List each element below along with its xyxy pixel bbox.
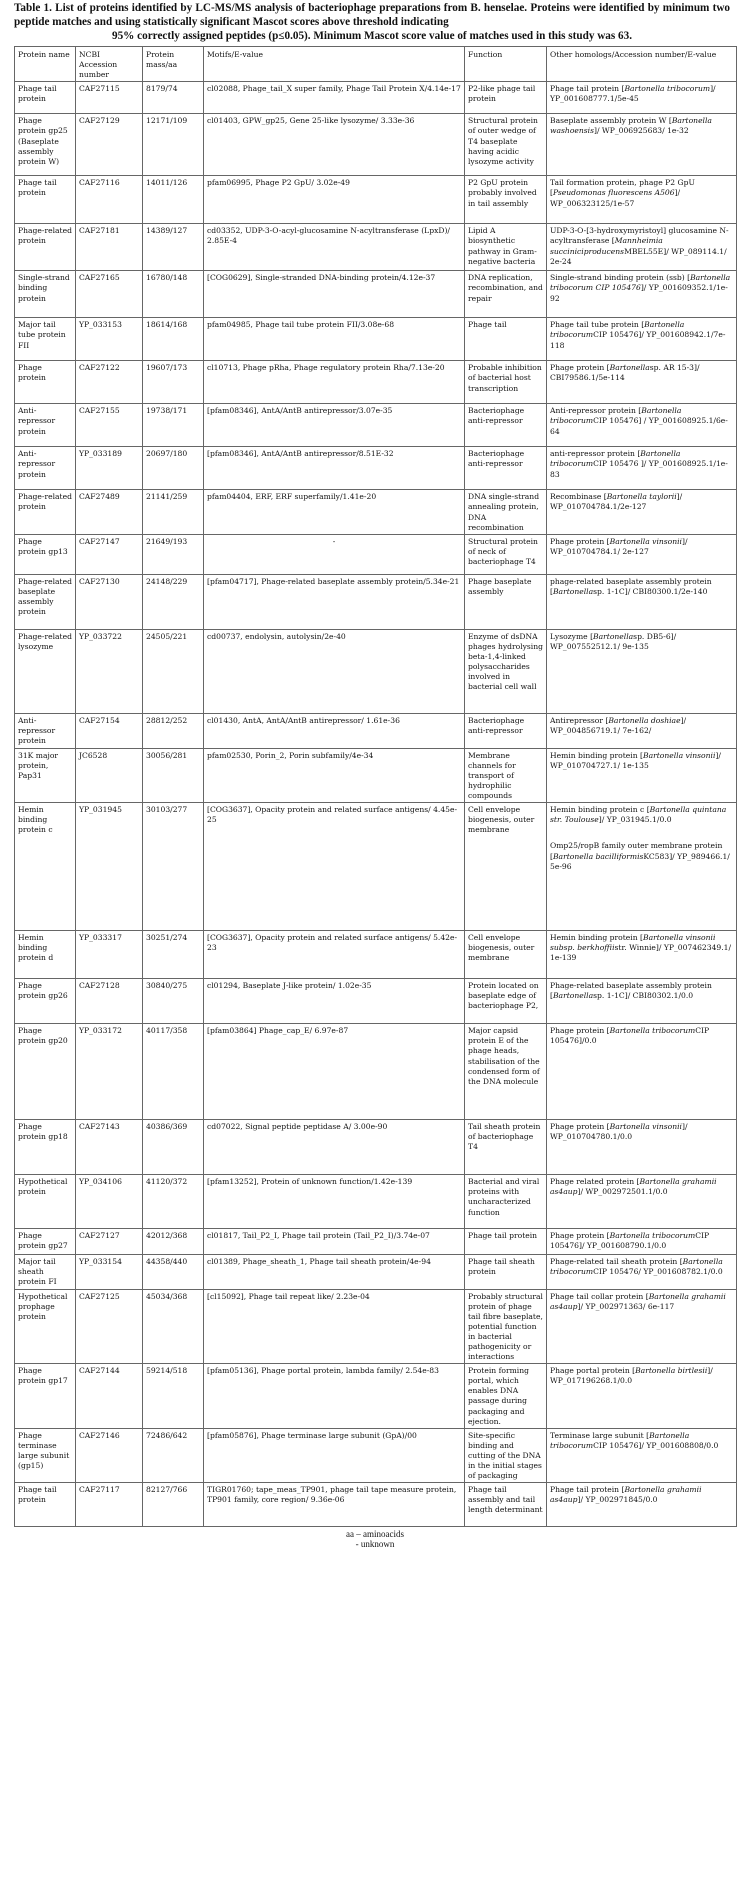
homolog-part: Bartonella taylorii — [606, 492, 677, 502]
homolog-part: CIP 105476/ YP_001608782.1/0.0 — [593, 1267, 723, 1277]
homolog-part: Bartonella bacilliformis — [552, 851, 644, 861]
homolog-part: ]/ WP_002972501.1/0.0 — [577, 1187, 668, 1197]
cell-function: DNA replication, recombination, and repair — [465, 271, 547, 318]
cell-mass: 30056/281 — [143, 748, 204, 802]
homolog-part: Phage protein [ — [550, 1231, 610, 1241]
cell-mass: 8179/74 — [143, 82, 204, 114]
cell-accession: CAF27125 — [76, 1289, 143, 1364]
homolog-part: ]/ YP_002971363/ 6e-117 — [577, 1301, 675, 1311]
cell-function: Bacterial and viral proteins with uncharacterized function — [465, 1175, 547, 1229]
cell-function: Lipid A biosynthetic pathway in Gram-negative bacteria — [465, 224, 547, 271]
homolog-part: Phage related protein [ — [550, 1177, 640, 1187]
table-row — [15, 1255, 737, 1289]
table-row — [15, 931, 737, 979]
cell-mass: 42012/368 — [143, 1229, 204, 1255]
homolog-part: Hemin binding protein [ — [550, 750, 643, 760]
homolog-part: Baseplate assembly protein W [ — [550, 116, 672, 126]
cell-function: Enzyme of dsDNA phages hydrolysing beta-1,4-linked polysaccharides involved in bacterial cell wall — [465, 629, 547, 713]
cell-mass: 59214/518 — [143, 1364, 204, 1429]
cell-mass: 40117/358 — [143, 1024, 204, 1120]
homolog-part: Tail formation protein, phage P2 GpU [ — [550, 178, 695, 198]
cell-accession: CAF27143 — [76, 1120, 143, 1175]
table-row — [15, 176, 737, 224]
cell-accession: CAF27146 — [76, 1428, 143, 1482]
homolog-part: ]/ WP_004856719.1/ 7e-162/ — [550, 715, 687, 735]
homolog-part: CIP 105476]/ YP_001608808/0.0 — [593, 1440, 719, 1450]
homolog-part: CIP 105476]/0.0 — [550, 1026, 710, 1046]
homolog-part: Bartonella tribocorum — [609, 1231, 696, 1241]
cell-motif: [pfam05136], Phage portal protein, lambda family/ 2.54e-83 — [204, 1364, 465, 1429]
cell-protein-name: Phage tail protein — [15, 82, 76, 114]
homolog-part: Bartonella tribocorum — [550, 1257, 723, 1277]
cell-function: DNA single-strand annealing protein, DNA recombination — [465, 490, 547, 534]
homolog-part: Anti-repressor protein [ — [550, 406, 642, 416]
cell-homologs — [547, 1483, 737, 1527]
cell-motif: cl02088, Phage_tail_X super family, Phage Tail Protein X/4.14e-17 — [204, 82, 465, 114]
table-row — [15, 1364, 737, 1429]
cell-homologs — [547, 1229, 737, 1255]
table-footer — [0, 1529, 750, 1549]
cell-motif: - — [204, 534, 465, 574]
cell-mass: 30103/277 — [143, 803, 204, 931]
cell-homologs — [547, 224, 737, 271]
cell-accession: CAF27116 — [76, 176, 143, 224]
header-accession: NCBI Accession number — [76, 47, 143, 82]
table-row — [15, 1428, 737, 1482]
cell-homologs — [547, 318, 737, 361]
cell-mass: 44358/440 — [143, 1255, 204, 1289]
cell-homologs — [547, 713, 737, 748]
cell-accession: CAF27117 — [76, 1483, 143, 1527]
cell-function: Protein located on baseplate edge of bacteriophage P2, — [465, 979, 547, 1024]
table-row — [15, 1289, 737, 1364]
table-row — [15, 1229, 737, 1255]
cell-homologs — [547, 979, 737, 1024]
table-row — [15, 1120, 737, 1175]
cell-accession: CAF27130 — [76, 574, 143, 629]
header-motifs: Motifs/E-value — [204, 47, 465, 82]
cell-protein-name: Major tail sheath protein FI — [15, 1255, 76, 1289]
cell-accession: CAF27147 — [76, 534, 143, 574]
cell-motif: pfam04985, Phage tail tube protein FII/3.08e-68 — [204, 318, 465, 361]
homolog-part: Bartonella doshiae — [608, 715, 681, 725]
homolog-part: Bartonella tribocorum CIP 105476 — [550, 273, 731, 293]
homolog-part: Bartonella vinsonii — [609, 1122, 682, 1132]
cell-function: Phage tail protein — [465, 1229, 547, 1255]
cell-motif: cl01389, Phage_sheath_1, Phage tail sheath protein/4e-94 — [204, 1255, 465, 1289]
homolog-part: str. Winnie]/ YP_007462349.1/ 1e-139 — [550, 943, 732, 963]
homolog-part: Bartonella tribocorum — [550, 406, 682, 426]
homolog-part: Phage-related baseplate assembly protein [ — [550, 981, 712, 1001]
cell-accession: YP_033722 — [76, 629, 143, 713]
cell-accession: YP_033153 — [76, 318, 143, 361]
table-row — [15, 114, 737, 176]
cell-accession: CAF27165 — [76, 271, 143, 318]
homolog-part: Bartonella tribocorum — [550, 449, 681, 469]
cell-protein-name: Phage-related protein — [15, 490, 76, 534]
homolog-part: Phage protein [ — [550, 536, 610, 546]
cell-protein-name: Phage protein gp25 (Baseplate assembly protein W) — [15, 114, 76, 176]
table-body — [15, 82, 737, 1527]
cell-protein-name: Major tail tube protein FII — [15, 318, 76, 361]
cell-protein-name: Hypothetical prophage protein — [15, 1289, 76, 1364]
cell-accession: CAF27129 — [76, 114, 143, 176]
cell-function: P2 GpU protein probably involved in tail assembly — [465, 176, 547, 224]
cell-protein-name: 31K major protein, Pap31 — [15, 748, 76, 802]
cell-mass: 30840/275 — [143, 979, 204, 1024]
cell-mass: 14389/127 — [143, 224, 204, 271]
cell-accession: CAF27115 — [76, 82, 143, 114]
homolog-part: CIP 105476]/ YP_001608942.1/7e-118 — [550, 330, 726, 350]
cell-motif: pfam06995, Phage P2 GpU/ 3.02e-49 — [204, 176, 465, 224]
cell-accession: CAF27489 — [76, 490, 143, 534]
cell-protein-name: Phage-related lysozyme — [15, 629, 76, 713]
cell-protein-name: Phage protein gp20 — [15, 1024, 76, 1120]
homolog-part: phage-related baseplate assembly protein [ — [550, 576, 712, 596]
homolog-part: Bartonella quintana str. Toulouse — [550, 805, 727, 825]
cell-function: Cell envelope biogenesis, outer membrane — [465, 931, 547, 979]
cell-function: Site-specific binding and cutting of the DNA in the initial stages of packaging — [465, 1428, 547, 1482]
homolog-part: Bartonella vinsonii subsp. berkhoffii — [550, 933, 716, 953]
cell-motif: cl10713, Phage pRha, Phage regulatory protein Rha/7.13e-20 — [204, 361, 465, 404]
table-row — [15, 224, 737, 271]
cell-motif: cl01294, Baseplate J-like protein/ 1.02e-35 — [204, 979, 465, 1024]
cell-function: Membrane channels for transport of hydrophilic compounds — [465, 748, 547, 802]
cell-motif: [COG0629], Single-stranded DNA-binding protein/4.12e-37 — [204, 271, 465, 318]
cell-function: Phage baseplate assembly — [465, 574, 547, 629]
homolog-part: ]/ YP_001608777.1/5e-45 — [550, 84, 716, 104]
cell-function: Bacteriophage anti-repressor — [465, 447, 547, 490]
table-row — [15, 803, 737, 931]
footnote-unknown: - unknown — [355, 1539, 395, 1550]
cell-protein-name: Anti-repressor protein — [15, 447, 76, 490]
cell-mass: 41120/372 — [143, 1175, 204, 1229]
header-homologs: Other homologs/Accession number/E-value — [547, 47, 737, 82]
cell-function: Bacteriophage anti-repressor — [465, 404, 547, 447]
cell-function: Bacteriophage anti-repressor — [465, 713, 547, 748]
homolog-part: Bartonella tribocorum — [609, 1026, 696, 1036]
cell-mass: 19607/173 — [143, 361, 204, 404]
homolog-part: Recombinase [ — [550, 492, 607, 502]
cell-function: Major capsid protein E of the phage heads, stabilisation of the condensed form of the DNA molecule — [465, 1024, 547, 1120]
cell-accession: CAF27155 — [76, 404, 143, 447]
homolog-part: ]/ YP_001609352.1/1e-92 — [550, 283, 728, 303]
cell-protein-name: Hemin binding protein c — [15, 803, 76, 931]
cell-motif: [COG3637], Opacity protein and related surface antigens/ 5.42e-23 — [204, 931, 465, 979]
homolog-part: Phage tail protein [ — [550, 84, 625, 94]
homolog-part: Bartonella — [609, 363, 650, 373]
cell-function: Phage tail sheath protein — [465, 1255, 547, 1289]
homolog-part: Pseudomonas fluorescens A506 — [552, 188, 675, 198]
homolog-part: Phage protein [ — [550, 363, 610, 373]
cell-motif: pfam02530, Porin_2, Porin subfamily/4e-34 — [204, 748, 465, 802]
table-caption — [0, 0, 750, 43]
caption-main: Table 1. List of proteins identified by LC-MS/MS analysis of bacteriophage preparations from B. henselae. Proteins were identified by minimum two peptide matches and using statistically significant Mascot scores above threshold indicating — [14, 2, 730, 28]
cell-function: P2-like phage tail protein — [465, 82, 547, 114]
homolog-part: Bartonella grahamii as4aup — [550, 1485, 702, 1505]
table-row — [15, 748, 737, 802]
homolog-part: Mannheimia succiniciproducens — [550, 236, 663, 256]
cell-homologs — [547, 1289, 737, 1364]
cell-protein-name: Phage terminase large subunit (gp15) — [15, 1428, 76, 1482]
cell-motif: [pfam04717], Phage-related baseplate assembly protein/5.34e-21 — [204, 574, 465, 629]
homolog-part: Phage tail protein [ — [550, 1485, 625, 1495]
cell-mass: 82127/766 — [143, 1483, 204, 1527]
cell-motif: pfam04404, ERF, ERF superfamily/1.41e-20 — [204, 490, 465, 534]
cell-accession: YP_033317 — [76, 931, 143, 979]
cell-motif: cd07022, Signal peptide peptidase A/ 3.00e-90 — [204, 1120, 465, 1175]
table-row — [15, 447, 737, 490]
cell-mass: 28812/252 — [143, 713, 204, 748]
homolog-part: ]/ WP_010704784.1/2e-127 — [550, 492, 683, 512]
cell-motif: TIGR01760; tape_meas_TP901, phage tail tape measure protein, TP901 family, core region/ 9.36e-06 — [204, 1483, 465, 1527]
homolog-part: KC583]/ YP_989466.1/ 5e-96 — [550, 851, 730, 871]
cell-homologs — [547, 1024, 737, 1120]
cell-homologs — [547, 176, 737, 224]
homolog-part: sp. 1-1C]/ CBI80302.1/0.0 — [593, 991, 694, 1001]
header-mass: Protein mass/aa — [143, 47, 204, 82]
cell-accession: CAF27181 — [76, 224, 143, 271]
cell-function: Phage tail assembly and tail length determinant — [465, 1483, 547, 1527]
cell-motif: cd03352, UDP-3-O-acyl-glucosamine N-acyltransferase (LpxD)/ 2.85E-4 — [204, 224, 465, 271]
cell-homologs — [547, 361, 737, 404]
cell-homologs — [547, 447, 737, 490]
table-row — [15, 318, 737, 361]
homolog-part: Phage portal protein [ — [550, 1366, 636, 1376]
cell-accession: CAF27122 — [76, 361, 143, 404]
cell-mass: 19738/171 — [143, 404, 204, 447]
cell-function: Protein forming portal, which enables DNA passage during packaging and ejection. — [465, 1364, 547, 1429]
cell-protein-name: Phage-related protein — [15, 224, 76, 271]
cell-homologs — [547, 1428, 737, 1482]
homolog-part: CIP 105476]/ YP_001608790.1/0.0 — [550, 1231, 710, 1251]
cell-motif: cl01403, GPW_gp25, Gene 25-like lysozyme/ 3.33e-36 — [204, 114, 465, 176]
homolog-part: Bartonella — [593, 631, 634, 641]
homolog-part: CIP 105476] / YP_001608925.1/6e-64 — [550, 416, 728, 436]
cell-mass: 20697/180 — [143, 447, 204, 490]
homolog-part: Bartonella tribocorum — [550, 320, 685, 340]
cell-mass: 45034/368 — [143, 1289, 204, 1364]
homolog-part: sp. AR 15-3]/ CBI79586.1/5e-114 — [550, 363, 700, 383]
cell-motif: [COG3637], Opacity protein and related surface antigens/ 4.45e-25 — [204, 803, 465, 931]
cell-function: Phage tail — [465, 318, 547, 361]
cell-motif: [pfam03864] Phage_cap_E/ 6.97e-87 — [204, 1024, 465, 1120]
cell-mass: 30251/274 — [143, 931, 204, 979]
cell-accession: JC6528 — [76, 748, 143, 802]
cell-mass: 72486/642 — [143, 1428, 204, 1482]
table-row — [15, 404, 737, 447]
cell-accession: YP_033154 — [76, 1255, 143, 1289]
cell-motif: cd00737, endolysin, autolysin/2e-40 — [204, 629, 465, 713]
homolog-part: Omp25/ropB family outer membrane protein [ — [550, 841, 723, 861]
table-row — [15, 271, 737, 318]
cell-mass: 40386/369 — [143, 1120, 204, 1175]
cell-homologs — [547, 490, 737, 534]
cell-function: Tail sheath protein of bacteriophage T4 — [465, 1120, 547, 1175]
cell-accession: YP_031945 — [76, 803, 143, 931]
homolog-part: sp. 1-1C]/ CBI80300.1/2e-140 — [593, 586, 708, 596]
cell-mass: 21141/259 — [143, 490, 204, 534]
cell-motif: [pfam08346], AntA/AntB antirepressor/8.51E-32 — [204, 447, 465, 490]
header-function: Function — [465, 47, 547, 82]
table-row — [15, 490, 737, 534]
cell-accession: CAF27128 — [76, 979, 143, 1024]
cell-homologs — [547, 114, 737, 176]
cell-homologs — [547, 629, 737, 713]
cell-accession: CAF27144 — [76, 1364, 143, 1429]
cell-motif: [pfam13252], Protein of unknown function/1.42e-139 — [204, 1175, 465, 1229]
homolog-part: Phage protein [ — [550, 1122, 610, 1132]
cell-homologs — [547, 1175, 737, 1229]
homolog-part: sp. DB5-6]/ WP_007552512.1/ 9e-135 — [550, 631, 677, 651]
cell-protein-name: Single-strand binding protein — [15, 271, 76, 318]
cell-function: Structural protein of outer wedge of T4 baseplate having acidic lysozyme activity — [465, 114, 547, 176]
homolog-part: ]/ WP_010704727.1/ 1e-135 — [550, 750, 721, 770]
homolog-part: Hemin binding protein [ — [550, 933, 643, 943]
homolog-part: Bartonella vinsonii — [643, 750, 716, 760]
cell-homologs — [547, 748, 737, 802]
cell-accession: YP_033172 — [76, 1024, 143, 1120]
homolog-part: ]/ WP_010704784.1/ 2e-127 — [550, 536, 688, 556]
homolog-part: anti-repressor protein [ — [550, 449, 641, 459]
cell-homologs — [547, 1364, 737, 1429]
cell-function: Cell envelope biogenesis, outer membrane — [465, 803, 547, 931]
table-header-row — [15, 47, 737, 82]
cell-protein-name: Phage protein gp27 — [15, 1229, 76, 1255]
caption-last: 95% correctly assigned peptides (p≤0.05). Minimum Mascot score value of matches used in this study was 63. — [111, 29, 633, 42]
homolog-part: Bartonella grahamii as4aup — [550, 1177, 717, 1197]
table-row — [15, 534, 737, 574]
homolog-part: ]/ WP_006323125/1e-57 — [550, 188, 681, 208]
table-row — [15, 1483, 737, 1527]
cell-homologs — [547, 931, 737, 979]
cell-motif: [pfam05876], Phage terminase large subunit (GpA)/00 — [204, 1428, 465, 1482]
cell-motif: [cl15092], Phage tail repeat like/ 2.23e-04 — [204, 1289, 465, 1364]
cell-mass: 21649/193 — [143, 534, 204, 574]
homolog-part: Phage tail collar protein [ — [550, 1291, 649, 1301]
homolog-part: ]/ WP_017196268.1/0.0 — [550, 1366, 713, 1386]
homolog-part: Bartonella grahamii as4aup — [550, 1291, 726, 1311]
cell-mass: 12171/109 — [143, 114, 204, 176]
homolog-part: Single-strand binding protein (ssb) [ — [550, 273, 691, 283]
table-row — [15, 361, 737, 404]
cell-accession: YP_034106 — [76, 1175, 143, 1229]
cell-homologs — [547, 271, 737, 318]
homolog-part: ]/ WP_006925683/ 1e-32 — [594, 126, 689, 136]
homolog-part: ]/ WP_010704780.1/0.0 — [550, 1122, 688, 1142]
cell-accession: CAF27154 — [76, 713, 143, 748]
homolog-part: Bartonella — [552, 586, 594, 596]
homolog-part: CIP 105476 ]/ YP_001608925.1/1e-83 — [550, 459, 728, 479]
cell-function: Structural protein of neck of bacteriophage T4 — [465, 534, 547, 574]
cell-mass: 14011/126 — [143, 176, 204, 224]
cell-mass: 24148/229 — [143, 574, 204, 629]
cell-mass: 24505/221 — [143, 629, 204, 713]
cell-protein-name: Phage protein gp18 — [15, 1120, 76, 1175]
cell-homologs — [547, 1120, 737, 1175]
homolog-part: Phage tail tube protein [ — [550, 320, 645, 330]
homolog-part: Bartonella washoensis — [550, 116, 712, 136]
table-row — [15, 979, 737, 1024]
homolog-part: Lysozyme [ — [550, 631, 594, 641]
table-row — [15, 713, 737, 748]
cell-motif: cl01430, AntA, AntA/AntB antirepressor/ 1.61e-36 — [204, 713, 465, 748]
cell-protein-name: Anti-repressor protein — [15, 713, 76, 748]
cell-homologs — [547, 574, 737, 629]
homolog-part: Terminase large subunit [ — [550, 1430, 650, 1440]
cell-motif: cl01817, Tail_P2_I, Phage tail protein (Tail_P2_I)/3.74e-07 — [204, 1229, 465, 1255]
homolog-part: ]/ YP_002971845/0.0 — [577, 1495, 658, 1505]
homolog-secondary — [550, 841, 733, 871]
homolog-part: Phage protein [ — [550, 1026, 610, 1036]
table-row — [15, 1024, 737, 1120]
table-row — [15, 82, 737, 114]
cell-homologs — [547, 404, 737, 447]
cell-protein-name: Phage protein gp17 — [15, 1364, 76, 1429]
homolog-part: Hemin binding protein c [ — [550, 805, 650, 815]
cell-homologs — [547, 534, 737, 574]
table-row — [15, 629, 737, 713]
homolog-part: Bartonella tribocorum — [624, 84, 711, 94]
cell-mass: 16780/148 — [143, 271, 204, 318]
homolog-part: UDP-3-O-[3-hydroxymyristoyl] glucosamine N-acyltransferase [ — [550, 226, 729, 246]
cell-function: Probable inhibition of bacterial host transcription — [465, 361, 547, 404]
cell-mass: 18614/168 — [143, 318, 204, 361]
homolog-part: Bartonella birtlesii — [635, 1366, 708, 1376]
homolog-part: Bartonella — [552, 991, 594, 1001]
cell-accession: YP_033189 — [76, 447, 143, 490]
cell-homologs — [547, 82, 737, 114]
cell-protein-name: Phage protein gp13 — [15, 534, 76, 574]
cell-protein-name: Phage protein — [15, 361, 76, 404]
cell-protein-name: Phage tail protein — [15, 176, 76, 224]
footnote-aa: aa – aminoacids — [346, 1529, 404, 1540]
table-row — [15, 1175, 737, 1229]
homolog-part: Bartonella vinsonii — [609, 536, 682, 546]
header-protein-name: Protein name — [15, 47, 76, 82]
cell-protein-name: Phage tail protein — [15, 1483, 76, 1527]
cell-function: Probably structural protein of phage tail fibre baseplate, potential function in bacterial pathogenicity or interactions — [465, 1289, 547, 1364]
cell-accession: CAF27127 — [76, 1229, 143, 1255]
cell-protein-name: Phage-related baseplate assembly protein — [15, 574, 76, 629]
homolog-part: Bartonella tribocorum — [550, 1430, 690, 1450]
table-row — [15, 574, 737, 629]
cell-homologs — [547, 803, 737, 931]
cell-protein-name: Anti-repressor protein — [15, 404, 76, 447]
cell-protein-name: Phage protein gp26 — [15, 979, 76, 1024]
cell-homologs — [547, 1255, 737, 1289]
homolog-part: Antirepressor [ — [550, 715, 609, 725]
homolog-part: ]/ YP_031945.1/0.0 — [598, 815, 672, 825]
cell-protein-name: Hemin binding protein d — [15, 931, 76, 979]
homolog-part: Phage-related tail sheath protein [ — [550, 1257, 683, 1267]
cell-motif: [pfam08346], AntA/AntB antirepressor/3.07e-35 — [204, 404, 465, 447]
cell-protein-name: Hypothetical protein — [15, 1175, 76, 1229]
homolog-part: MBEL55E]/ WP_089114.1/ 2e-24 — [550, 246, 727, 266]
protein-table — [14, 46, 737, 1527]
